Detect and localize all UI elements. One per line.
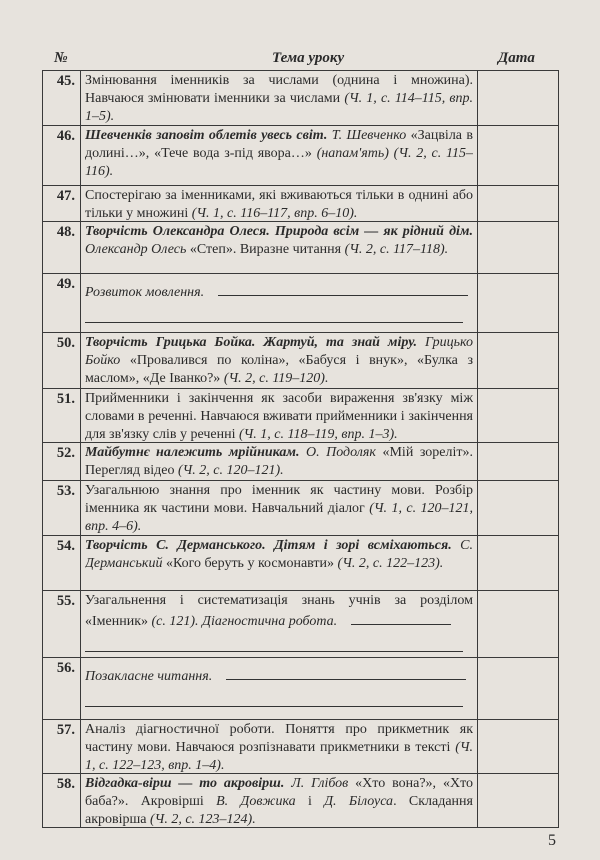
topic-text: Творчість Олександра Олеся. Природа всім — як рідний дім.: [85, 224, 473, 239]
lesson-date-cell[interactable]: [478, 658, 559, 720]
fill-in-line[interactable]: [85, 302, 463, 323]
lesson-row: [43, 774, 559, 828]
lesson-row: [43, 658, 559, 720]
lesson-topic: [81, 591, 478, 658]
lesson-date-cell[interactable]: [478, 774, 559, 828]
topic-text: Відгадка-вірш — то акровірш.: [85, 776, 285, 791]
lesson-topic: [81, 186, 478, 222]
topic-text: Розвиток мовлення.: [85, 285, 205, 300]
topic-text: Узагальнення і систематизація знань учнів за розділом «Іменник»: [85, 593, 473, 629]
lesson-number: 52.: [43, 443, 81, 481]
topic-text: і: [295, 794, 325, 809]
lesson-row: [43, 274, 559, 333]
lesson-topic: [81, 333, 478, 389]
topic-text: (Ч. 1, с. 114–115, впр. 1–5).: [85, 91, 473, 124]
lesson-number: 47.: [43, 186, 81, 222]
topic-text: Творчість С. Дерманського. Дітям і зорі всміхаються.: [85, 538, 452, 553]
lesson-number: 56.: [43, 658, 81, 720]
lesson-topic: [81, 274, 478, 333]
lesson-date-cell[interactable]: [478, 71, 559, 126]
lesson-date-cell[interactable]: [478, 720, 559, 774]
lesson-row: [43, 186, 559, 222]
lesson-row: [43, 126, 559, 186]
lesson-date-cell[interactable]: [478, 222, 559, 274]
topic-text: (с. 121). Діагностична робота.: [151, 614, 338, 629]
topic-text: «Провалився по коліна», «Бабуся і внук», «Булка з маслом», «Де Іванко?»: [85, 353, 473, 386]
topic-text: Грицько Бойко: [85, 335, 473, 368]
topic-text: Позакласне читання.: [85, 669, 213, 684]
lesson-row: [43, 591, 559, 658]
topic-text: «Зацвіла в долині…», «Тече вода з-під явора…»: [85, 128, 473, 161]
topic-text: Узагальнюю знання про іменник як частину мови. Розбір іменника як частини мови. Навчальний діалог: [85, 483, 473, 516]
lesson-date-cell[interactable]: [478, 591, 559, 658]
topic-text: Аналіз діагностичної роботи. Поняття про прикметник як частину мови. Навчаюся розпізнавати прикметники в тексті: [85, 722, 473, 755]
topic-text: (Ч. 2, с. 117–118).: [344, 242, 449, 257]
header-date: Дата: [498, 50, 535, 66]
lesson-topic: [81, 443, 478, 481]
lesson-number: 46.: [43, 126, 81, 186]
fill-in-blank[interactable]: [351, 610, 451, 625]
lesson-row: [43, 443, 559, 481]
lesson-number: 49.: [43, 274, 81, 333]
lesson-number: 58.: [43, 774, 81, 828]
topic-text: (Ч. 1, с. 116–117, впр. 6–10).: [191, 206, 358, 220]
lesson-number: 45.: [43, 71, 81, 126]
topic-text: (Ч. 1, с. 122–123, впр. 1–4).: [85, 740, 473, 772]
lesson-row: [43, 389, 559, 443]
lesson-topic: [81, 222, 478, 274]
lesson-topic: [81, 481, 478, 536]
lesson-number: 57.: [43, 720, 81, 774]
lesson-row: [43, 481, 559, 536]
topic-text: «Кого беруть у космонавти»: [165, 556, 338, 571]
lesson-date-cell[interactable]: [478, 536, 559, 591]
topic-text: «Хто вона?», «Хто баба?». Акровірші: [85, 776, 473, 809]
lesson-row: [43, 71, 559, 126]
lesson-date-cell[interactable]: [478, 126, 559, 186]
lesson-number: 48.: [43, 222, 81, 274]
lesson-number: 50.: [43, 333, 81, 389]
topic-text: Л. Глібов: [284, 776, 356, 791]
lesson-number: 51.: [43, 389, 81, 443]
lesson-topic: [81, 71, 478, 126]
topic-text: Змінювання іменників за числами (однина і множина). Навчаюся змінювати іменники за числами: [85, 73, 473, 106]
lesson-row: [43, 720, 559, 774]
topic-text: Шевченків заповіт облетів увесь світ.: [85, 128, 328, 143]
topic-text: О. Подоляк: [299, 445, 383, 460]
topic-text: (Ч. 2, с. 119–120).: [223, 371, 329, 386]
topic-text: (Ч. 2, с. 122–123).: [337, 556, 444, 571]
topic-text: Спостерігаю за іменниками, які вживаються тільки в однині або тільки у множині: [85, 188, 473, 220]
topic-text: (Ч. 1, с. 120–121, впр. 4–6).: [85, 501, 473, 534]
lesson-topic: [81, 536, 478, 591]
lesson-topic: [81, 389, 478, 443]
lesson-date-cell[interactable]: [478, 481, 559, 536]
topic-text: Майбутнє належить мрійникам.: [85, 445, 300, 460]
lesson-row: [43, 333, 559, 389]
lesson-date-cell[interactable]: [478, 389, 559, 443]
header-number: №: [54, 50, 68, 66]
fill-in-blank[interactable]: [226, 665, 466, 680]
topic-text: Прийменники і закінчення як засоби вираження зв'язку між словами в реченні. Навчаюся вживати прийменники і закінчення для зв'язку слів у реченні: [85, 391, 473, 441]
lesson-topic: [81, 774, 478, 828]
lesson-date-cell[interactable]: [478, 274, 559, 333]
fill-in-line[interactable]: [85, 631, 463, 652]
lesson-date-cell[interactable]: [478, 443, 559, 481]
lesson-topic: [81, 658, 478, 720]
lesson-date-cell[interactable]: [478, 333, 559, 389]
lesson-plan-table: [42, 70, 559, 828]
lesson-topic: [81, 126, 478, 186]
topic-text: (Ч. 2, с. 123–124).: [150, 812, 256, 826]
topic-text: (Ч. 1, с. 118–119, впр. 1–3).: [238, 427, 398, 441]
topic-text: Т. Шевченко: [327, 128, 411, 143]
fill-in-blank[interactable]: [218, 281, 468, 296]
topic-text: (Ч. 2, с. 120–121).: [177, 463, 284, 478]
topic-text: . Складання акровірша: [85, 794, 473, 826]
topic-text: Творчість Грицька Бойка. Жартуй, та знай міру.: [85, 335, 418, 350]
fill-in-line[interactable]: [85, 686, 463, 707]
page-number: 5: [548, 832, 556, 849]
lesson-number: 53.: [43, 481, 81, 536]
topic-text: Д. Білоуса: [324, 794, 394, 809]
topic-text: С. Дерманський: [85, 538, 473, 571]
lesson-number: 54.: [43, 536, 81, 591]
topic-text: В. Довжика: [216, 794, 296, 809]
header-topic: Тема уроку: [272, 50, 345, 66]
topic-text: «Мій зореліт». Перегляд відео: [85, 445, 473, 478]
lesson-number: 55.: [43, 591, 81, 658]
lesson-row: [43, 536, 559, 591]
lesson-date-cell[interactable]: [478, 186, 559, 222]
topic-text: Олександр Олесь: [85, 242, 190, 257]
lesson-topic: [81, 720, 478, 774]
lesson-row: [43, 222, 559, 274]
topic-text: «Степ». Виразне читання: [189, 242, 345, 257]
topic-text: (напам'ять) (Ч. 2, с. 115–116).: [85, 146, 473, 179]
